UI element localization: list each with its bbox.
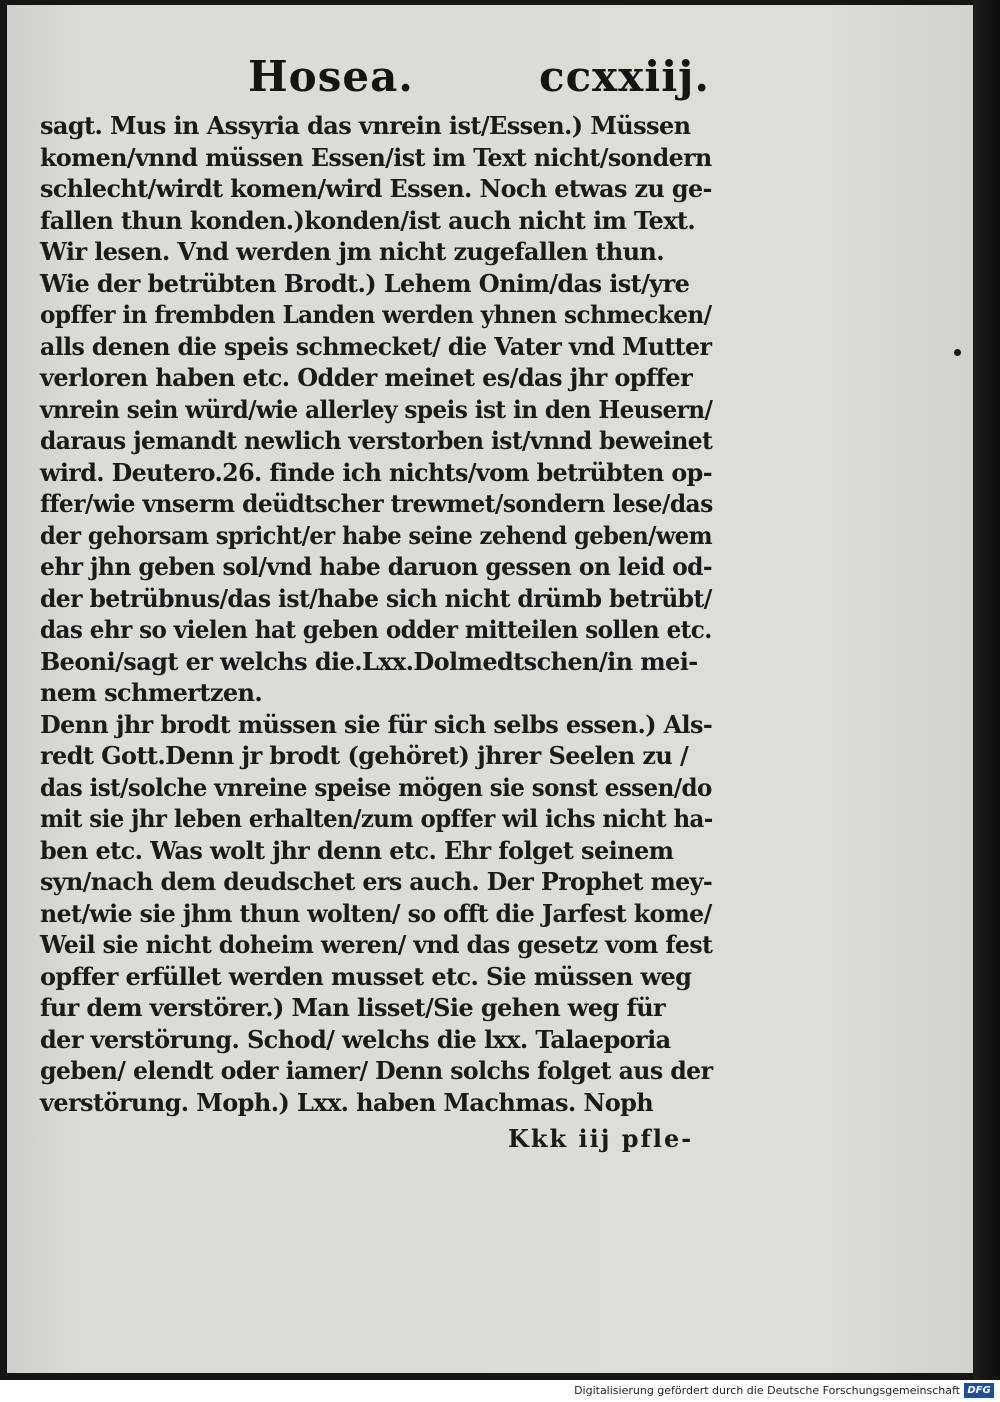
text-line: schlecht/wirdt komen/wird Essen. Noch etwas zu ge- xyxy=(40,174,712,203)
text-line: nem schmertzen. xyxy=(40,678,263,707)
text-line: der gehorsam spricht/er habe seine zehend geben/wem xyxy=(40,520,713,550)
text-line: net/wie sie jhm thun wolten/ so offt die Jarfest kome/ xyxy=(40,898,712,928)
text-line: redt Gott.Denn jr brodt (gehöret) jhrer Seelen zu / xyxy=(40,741,689,770)
folio-number: ccxxiij. xyxy=(539,52,710,101)
text-line: alls denen die speis schmecket/ die Vater vnd Mutter xyxy=(40,331,712,361)
text-line: das ist/solche vnreine speise mögen sie sonst essen/do xyxy=(40,772,712,802)
text-line: fur dem verstörer.) Man lisset/Sie gehen weg für xyxy=(40,993,666,1022)
footer-bar xyxy=(0,1380,1000,1402)
funding-credit: Digitalisierung gefördert durch die Deutsche Forschungsgemeinschaft xyxy=(574,1384,960,1397)
text-line: sagt. Mus in Assyria das vnrein ist/Essen.) Müssen xyxy=(40,111,691,140)
dfg-logo-icon: DFG xyxy=(964,1383,994,1398)
text-line: ben etc. Was wolt jhr denn etc. Ehr folget seinem xyxy=(40,835,674,865)
text-line: opffer erfüllet werden musset etc. Sie müssen weg xyxy=(40,961,692,991)
text-line: der verstörung. Schod/ welchs die lxx. Talaeporia xyxy=(40,1024,671,1054)
text-line: opffer in frembden Landen werden yhnen schmecken/ xyxy=(40,300,712,329)
text-line: wird. Deutero.26. finde ich nichts/vom betrübten op- xyxy=(40,457,712,487)
text-line: geben/ elendt oder iamer/ Denn solchs folget aus der xyxy=(40,1056,713,1085)
text-line: fallen thun konden.)konden/ist auch nicht im Text. xyxy=(40,205,696,235)
text-line: Wie der betrübten Brodt.) Lehem Onim/das ist/yre xyxy=(40,268,690,298)
text-line: komen/vnnd müssen Essen/ist im Text nicht/sondern xyxy=(40,142,712,172)
running-title: Hosea. xyxy=(248,52,414,101)
text-line: der betrübnus/das ist/habe sich nicht drümb betrübt/ xyxy=(40,583,712,613)
text-line: Weil sie nicht doheim weren/ vnd das gesetz vom fest xyxy=(40,930,713,959)
text-line: Denn jhr brodt müssen sie für sich selbs essen.) Als- xyxy=(40,709,713,739)
body-text xyxy=(40,110,713,1118)
text-line: das ehr so vielen hat geben odder mitteilen sollen etc. xyxy=(40,615,712,644)
text-line: verstörung. Moph.) Lxx. haben Machmas. Noph xyxy=(40,1087,654,1117)
text-line: vnrein sein würd/wie allerley speis ist in den Heusern/ xyxy=(40,394,713,424)
text-line: verloren haben etc. Odder meinet es/das jhr opffer xyxy=(40,363,693,392)
text-line: syn/nach dem deudschet ers auch. Der Prophet mey- xyxy=(40,867,713,896)
page-header xyxy=(240,52,710,112)
text-line: mit sie jhr leben erhalten/zum opffer wil ichs nicht ha- xyxy=(40,804,713,833)
text-line: ehr jhn geben sol/vnd habe daruon gessen on leid od- xyxy=(40,552,713,581)
catchword: Kkk iij pfle- xyxy=(508,1124,694,1153)
ink-speck xyxy=(954,349,961,356)
text-line: Wir lesen. Vnd werden jm nicht zugefallen thun. xyxy=(40,237,665,266)
text-line: Beoni/sagt er welchs die.Lxx.Dolmedtschen/in mei- xyxy=(40,646,698,676)
text-line: daraus jemandt newlich verstorben ist/vnnd beweinet xyxy=(40,426,713,455)
page-edge-shadow xyxy=(973,0,1000,1380)
text-line: ffer/wie vnserm deüdtscher trewmet/sondern lese/das xyxy=(40,489,713,518)
